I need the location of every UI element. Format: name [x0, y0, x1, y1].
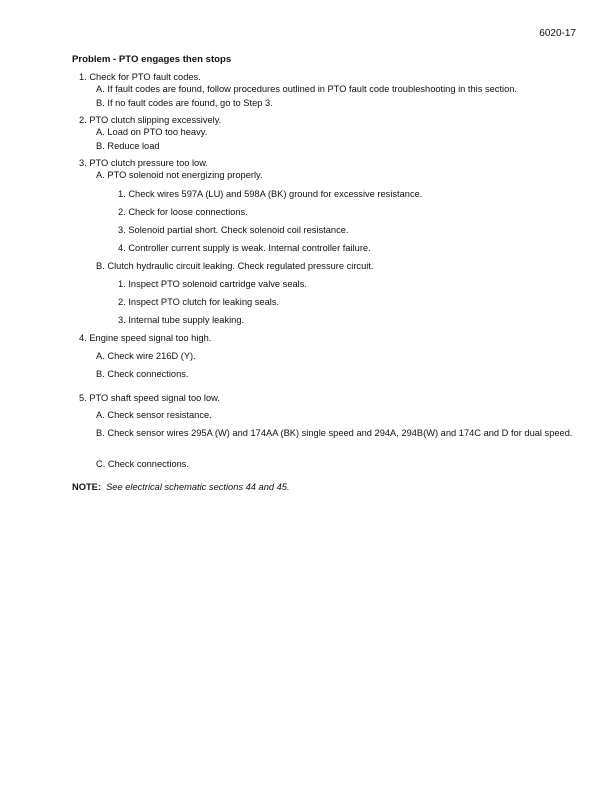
step-3a-2: 2. Check for loose connections.	[118, 207, 248, 217]
step-2b: B. Reduce load	[96, 141, 160, 151]
problem-title: Problem - PTO engages then stops	[72, 54, 232, 65]
step-2a: A. Load on PTO too heavy.	[96, 127, 208, 137]
step-3b-1: 1. Inspect PTO solenoid cartridge valve seals.	[118, 279, 307, 289]
step-1a: A. If fault codes are found, follow procedures outlined in PTO fault code troubleshooting in this section.	[96, 84, 518, 94]
step-4b: B. Check connections.	[96, 369, 189, 379]
step-3a-3: 3. Solenoid partial short. Check solenoid coil resistance.	[118, 225, 349, 235]
step-5a: A. Check sensor resistance.	[96, 410, 212, 420]
step-3b-2: 2. Inspect PTO clutch for leaking seals.	[118, 297, 280, 307]
step-3a-4: 4. Controller current supply is weak. Internal controller failure.	[118, 243, 371, 253]
step-5b: B. Check sensor wires 295A (W) and 174AA (BK) single speed and 294A, 294B(W) and 174C and D for dual speed.	[96, 428, 573, 438]
step-5c: C. Check connections.	[96, 459, 190, 469]
page-number: 6020-17	[539, 28, 576, 39]
step-3b-3: 3. Internal tube supply leaking.	[118, 315, 245, 325]
step-3a: A. PTO solenoid not energizing properly.	[96, 170, 263, 180]
note	[72, 482, 290, 493]
note-text: See electrical schematic sections 44 and 45.	[106, 482, 290, 492]
step-1: 1. Check for PTO fault codes.	[79, 72, 201, 82]
step-4a: A. Check wire 216D (Y).	[96, 351, 196, 361]
step-1b: B. If no fault codes are found, go to Step 3.	[96, 98, 273, 108]
step-3a-1: 1. Check wires 597A (LU) and 598A (BK) ground for excessive resistance.	[118, 189, 423, 199]
step-2: 2. PTO clutch slipping excessively.	[79, 115, 222, 125]
step-5: 5. PTO shaft speed signal too low.	[79, 393, 220, 403]
note-label: NOTE:	[72, 482, 101, 492]
step-3b: B. Clutch hydraulic circuit leaking. Check regulated pressure circuit.	[96, 261, 374, 271]
step-3: 3. PTO clutch pressure too low.	[79, 158, 209, 168]
step-4: 4. Engine speed signal too high.	[79, 333, 212, 343]
